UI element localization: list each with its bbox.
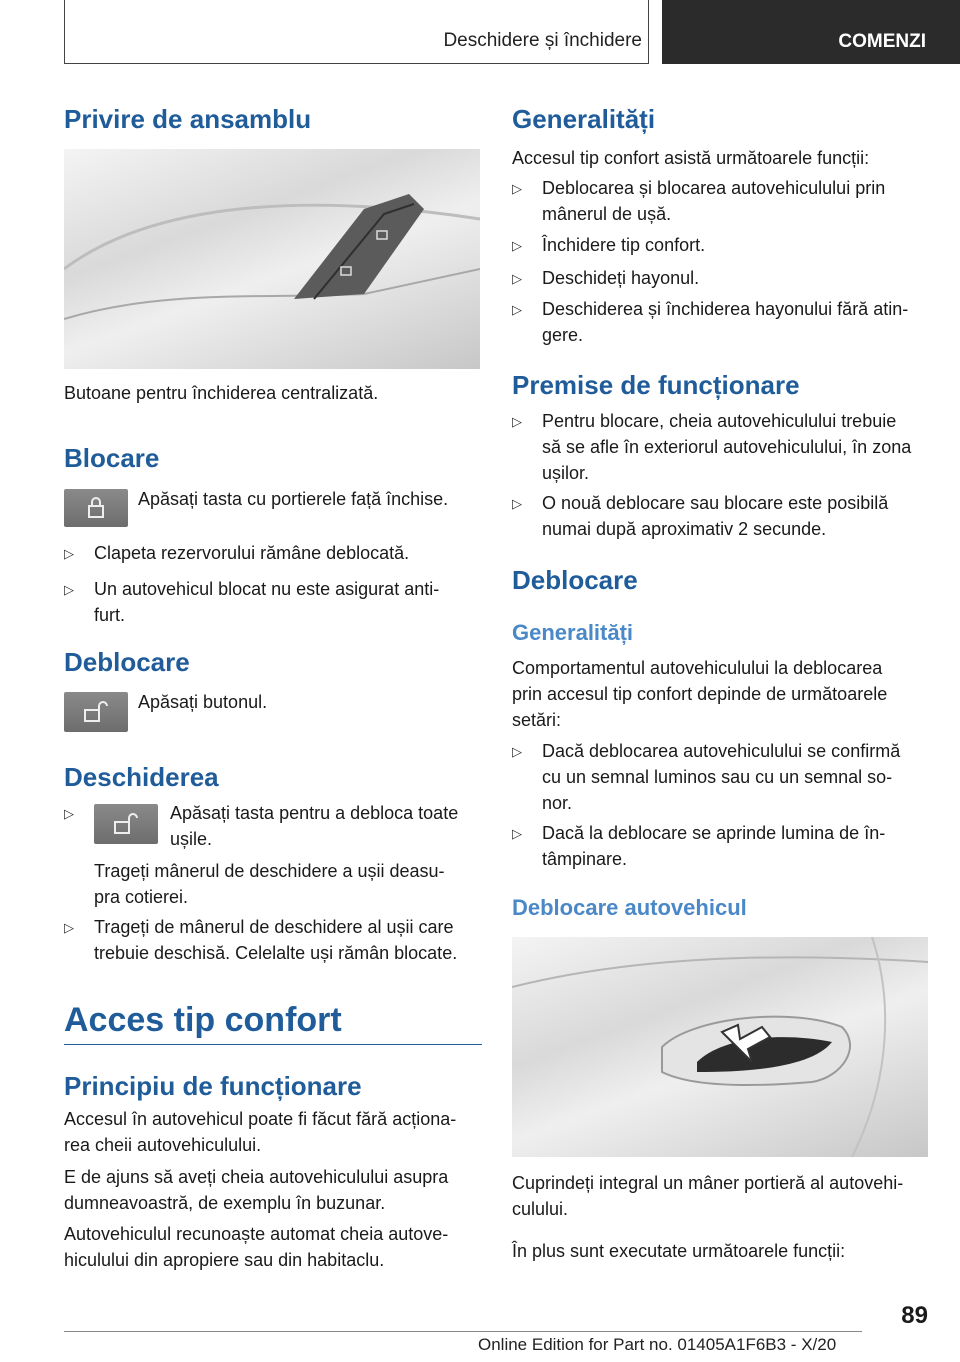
- unlock-heading: Deblocare: [64, 647, 190, 677]
- section-rule: [64, 1044, 482, 1045]
- list-item-text: Dacă deblocarea autovehiculului se confirmă: [542, 741, 901, 761]
- paragraph-line: dumneavoastră, de exemplu în buzunar.: [64, 1193, 386, 1213]
- header-section-title: Deschidere și închidere: [443, 30, 642, 51]
- list-item-text: Un autovehicul blocat nu este asigurat anti-: [94, 579, 440, 599]
- list-item-text: mânerul de ușă.: [542, 204, 672, 224]
- paragraph-line: Cuprindeți integral un mâner portieră al autovehi-: [512, 1173, 904, 1193]
- bullet-triangle-icon: ▷: [64, 546, 74, 561]
- unlock-text: Apăsați butonul.: [138, 692, 268, 712]
- list-item-text: furt.: [94, 605, 126, 625]
- premise-list-item: [512, 490, 960, 542]
- list-item-text: Dacă la deblocare se aprinde lumina de în-: [542, 823, 886, 843]
- unlock-general-subheading: Generalități: [512, 620, 634, 645]
- premise-heading: Premise de funcționare: [512, 370, 800, 400]
- list-item-text: numai după aproximativ 2 secunde.: [542, 519, 827, 539]
- bullet-triangle-icon: ▷: [512, 302, 522, 317]
- list-item-text: trebuie deschisă. Celelalte uși rămân blocate.: [94, 943, 458, 963]
- list-item-text: O nouă deblocare sau blocare este posibilă: [542, 493, 889, 513]
- bullet-triangle-icon: ▷: [512, 744, 522, 759]
- list-item-text: Deschiderea și închiderea hayonului fără atin-: [542, 299, 909, 319]
- list-item-text: Trageți de mânerul de deschidere al ușii care: [94, 917, 454, 937]
- footer-edition: Online Edition for Part no. 01405A1F6B3 - X/20: [478, 1335, 837, 1354]
- list-item-text: cu un semnal luminos sau cu un semnal so-: [542, 767, 893, 787]
- principle-paragraph: [64, 1164, 482, 1216]
- unlock-icon: [94, 804, 158, 844]
- bullet-triangle-icon: ▷: [64, 920, 74, 935]
- list-item-text: Clapeta rezervorului rămâne deblocată.: [94, 543, 410, 563]
- vehicle-unlock-subheading: Deblocare autovehicul: [512, 895, 747, 920]
- overview-heading: Privire de ansamblu: [64, 104, 312, 134]
- paragraph-line: prin accesul tip confort depinde de următoarele: [512, 684, 888, 704]
- unlock-list-item: [512, 820, 960, 872]
- bullet-triangle-icon: ▷: [512, 271, 522, 286]
- bullet-triangle-icon: ▷: [512, 826, 522, 841]
- unlock-button-image: [64, 692, 128, 732]
- paragraph-line: Comportamentul autovehiculului la deblocarea: [512, 658, 883, 678]
- paragraph-line: Autovehiculul recunoaște automat cheia autove-: [64, 1224, 449, 1244]
- principle-paragraph: [64, 1221, 482, 1273]
- general-list-item: [512, 232, 960, 258]
- door-handle-illustration: [64, 149, 480, 369]
- list-item-text: nor.: [542, 793, 573, 813]
- paragraph-line: rea cheii autovehiculului.: [64, 1135, 262, 1155]
- premise-list-item: [512, 408, 960, 486]
- principle-paragraph: [64, 1106, 482, 1158]
- footer-rule: [64, 1331, 862, 1332]
- bullet-triangle-icon: ▷: [64, 582, 74, 597]
- unlock-button-image: [94, 804, 158, 844]
- lock-list-item: [64, 576, 512, 628]
- unlock-section-heading: Deblocare: [512, 565, 638, 595]
- paragraph-line: culului.: [512, 1199, 569, 1219]
- lock-icon: [64, 489, 128, 527]
- opening-list-item: [64, 914, 512, 966]
- header-chapter-tab: COMENZI: [662, 0, 960, 64]
- lock-heading: Blocare: [64, 443, 160, 473]
- vehicle-caption: [512, 1170, 930, 1222]
- principle-heading: Principiu de funcționare: [64, 1071, 362, 1101]
- general-list-item: [512, 175, 960, 227]
- unlock-list-item: [512, 738, 960, 816]
- bullet-triangle-icon: ▷: [512, 238, 522, 253]
- list-item-text: pra cotierei.: [94, 887, 189, 907]
- list-item-text: Deblocarea și blocarea autovehiculului prin: [542, 178, 886, 198]
- list-item-text: gere.: [542, 325, 584, 345]
- list-item-text: ușile.: [170, 829, 213, 849]
- general-intro: Accesul tip confort asistă următoarele funcții:: [512, 148, 870, 168]
- door-handle-photo: [64, 149, 480, 369]
- list-item-text: Pentru blocare, cheia autovehiculului trebuie: [542, 411, 897, 431]
- paragraph-line: setări:: [512, 710, 562, 730]
- unlock-paragraph: [512, 655, 930, 733]
- paragraph-line: E de ajuns să aveți cheia autovehiculului asupra: [64, 1167, 449, 1187]
- paragraph-line: hiculului din apropiere sau din habitaclu.: [64, 1250, 385, 1270]
- door-handle-grip-illustration: [512, 937, 928, 1157]
- list-item-text: ușilor.: [542, 463, 590, 483]
- unlock-icon: [64, 692, 128, 732]
- bullet-triangle-icon: ▷: [64, 806, 74, 821]
- overview-caption: Butoane pentru închiderea centralizată.: [64, 383, 379, 403]
- paragraph-line: Accesul în autovehicul poate fi făcut fără acționa-: [64, 1109, 457, 1129]
- page-number: 89: [901, 1302, 928, 1329]
- general-list-item: [512, 265, 960, 291]
- general-list-item: [512, 296, 960, 348]
- lock-button-image: [64, 489, 128, 527]
- bullet-triangle-icon: ▷: [512, 496, 522, 511]
- bullet-triangle-icon: ▷: [512, 414, 522, 429]
- door-handle-grip-photo: [512, 937, 928, 1157]
- list-item-text: tâmpinare.: [542, 849, 628, 869]
- vehicle-more-text: În plus sunt executate următoarele funcții:: [512, 1241, 846, 1261]
- bullet-triangle-icon: ▷: [512, 181, 522, 196]
- list-item-text: Trageți mânerul de deschidere a ușii deasu-: [94, 861, 445, 881]
- opening-heading: Deschiderea: [64, 762, 219, 792]
- lock-text: Apăsați tasta cu portierele față închise.: [138, 489, 449, 509]
- lock-list-item: [64, 540, 512, 566]
- list-item-text: Deschideți hayonul.: [542, 268, 700, 288]
- comfort-access-heading: Acces tip confort: [64, 1001, 342, 1039]
- list-item-text: Închidere tip confort.: [542, 235, 706, 255]
- general-heading: Generalități: [512, 104, 656, 134]
- list-item-text: să se afle în exteriorul autovehiculului, în zona: [542, 437, 912, 457]
- list-item-text: Apăsați tasta pentru a debloca toate: [170, 803, 459, 823]
- opening-list-item: [64, 800, 512, 910]
